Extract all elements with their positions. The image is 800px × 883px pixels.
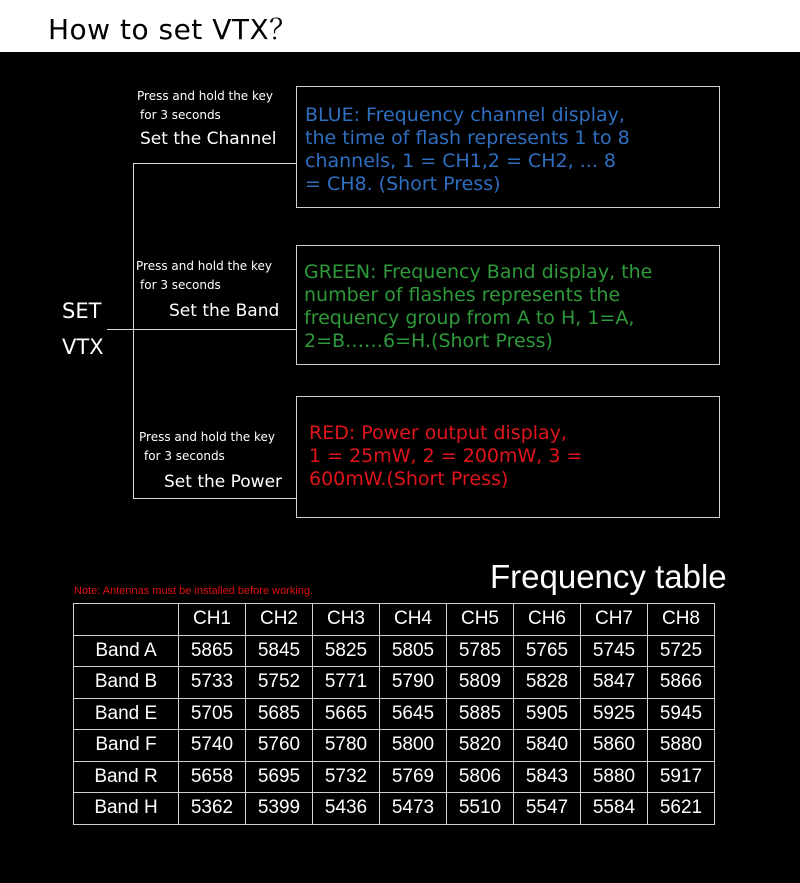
frequency-cell: 5905 — [514, 698, 581, 730]
frequency-cell: 5584 — [581, 793, 648, 825]
power-info-line: RED: Power output display, — [309, 422, 567, 444]
band-name-cell: Band F — [74, 730, 179, 762]
band-name-cell: Band E — [74, 698, 179, 730]
page-title: How to set VTX？ — [48, 13, 298, 46]
frequency-cell: 5800 — [380, 730, 447, 762]
frequency-cell: 5847 — [581, 667, 648, 699]
header-bar — [0, 0, 800, 52]
channel-info-line: the time of flash represents 1 to 8 — [305, 127, 630, 149]
frequency-cell: 5725 — [648, 635, 715, 667]
band-info-line: number of flashes represents the — [304, 284, 621, 306]
set-vtx-label — [62, 293, 104, 365]
table-row — [74, 698, 715, 730]
frequency-cell: 5436 — [313, 793, 380, 825]
frequency-cell: 5790 — [380, 667, 447, 699]
channel-hint — [137, 87, 273, 125]
frequency-cell: 5473 — [380, 793, 447, 825]
set-band-label: Set the Band — [169, 301, 280, 321]
frequency-cell: 5695 — [246, 761, 313, 793]
column-header: CH3 — [313, 604, 380, 636]
table-corner-cell — [74, 604, 179, 636]
frequency-cell: 5769 — [380, 761, 447, 793]
frequency-table — [73, 603, 715, 825]
frequency-cell: 5733 — [179, 667, 246, 699]
frequency-cell: 5740 — [179, 730, 246, 762]
frequency-cell: 5547 — [514, 793, 581, 825]
frequency-cell: 5805 — [380, 635, 447, 667]
frequency-cell: 5880 — [581, 761, 648, 793]
band-info-line: 2=B……6=H.(Short Press) — [304, 330, 553, 352]
frequency-cell: 5945 — [648, 698, 715, 730]
frequency-cell: 5845 — [246, 635, 313, 667]
set-vtx-line1: SET — [62, 299, 102, 323]
set-vtx-line2: VTX — [62, 335, 104, 359]
frequency-cell: 5771 — [313, 667, 380, 699]
power-info-line: 600mW.(Short Press) — [309, 468, 509, 490]
frequency-cell: 5399 — [246, 793, 313, 825]
frequency-cell: 5917 — [648, 761, 715, 793]
connector-power — [133, 498, 297, 499]
frequency-cell: 5685 — [246, 698, 313, 730]
band-info-line: GREEN: Frequency Band display, the — [304, 261, 653, 283]
power-hint-line1: Press and hold the key — [139, 430, 276, 444]
set-power-label: Set the Power — [164, 472, 283, 492]
connector-root — [107, 329, 134, 330]
channel-hint-line1: Press and hold the key — [137, 89, 274, 103]
frequency-table-title: Frequency table — [490, 558, 727, 595]
channel-info-text — [305, 104, 630, 196]
channel-hint-line2: for 3 seconds — [140, 108, 221, 122]
frequency-cell: 5806 — [447, 761, 514, 793]
frequency-cell: 5840 — [514, 730, 581, 762]
power-info-line: 1 = 25mW, 2 = 200mW, 3 = — [309, 445, 583, 467]
power-hint-line2: for 3 seconds — [144, 449, 225, 463]
frequency-cell: 5745 — [581, 635, 648, 667]
frequency-cell: 5510 — [447, 793, 514, 825]
frequency-cell: 5925 — [581, 698, 648, 730]
column-header: CH1 — [179, 604, 246, 636]
band-name-cell: Band R — [74, 761, 179, 793]
frequency-cell: 5809 — [447, 667, 514, 699]
column-header: CH8 — [648, 604, 715, 636]
frequency-cell: 5705 — [179, 698, 246, 730]
column-header: CH6 — [514, 604, 581, 636]
frequency-cell: 5665 — [313, 698, 380, 730]
table-row — [74, 730, 715, 762]
column-header: CH2 — [246, 604, 313, 636]
frequency-cell: 5621 — [648, 793, 715, 825]
column-header: CH5 — [447, 604, 514, 636]
connector-band — [133, 329, 297, 330]
frequency-cell: 5645 — [380, 698, 447, 730]
channel-info-line: channels, 1 = CH1,2 = CH2, ... 8 — [305, 150, 616, 172]
table-row — [74, 793, 715, 825]
table-row — [74, 667, 715, 699]
band-hint-line2: for 3 seconds — [140, 278, 221, 292]
frequency-cell: 5843 — [514, 761, 581, 793]
frequency-cell: 5860 — [581, 730, 648, 762]
connector-channel — [133, 163, 297, 164]
frequency-cell: 5760 — [246, 730, 313, 762]
antenna-note: Note: Antennas must be installed before working. — [74, 585, 314, 597]
frequency-cell: 5658 — [179, 761, 246, 793]
frequency-cell: 5828 — [514, 667, 581, 699]
frequency-cell: 5752 — [246, 667, 313, 699]
frequency-cell: 5732 — [313, 761, 380, 793]
column-header: CH7 — [581, 604, 648, 636]
table-row — [74, 761, 715, 793]
band-hint — [136, 257, 272, 295]
frequency-cell: 5362 — [179, 793, 246, 825]
frequency-cell: 5880 — [648, 730, 715, 762]
set-channel-label: Set the Channel — [140, 129, 277, 149]
connector-trunk — [133, 163, 134, 499]
column-header: CH4 — [380, 604, 447, 636]
table-row — [74, 635, 715, 667]
band-name-cell: Band B — [74, 667, 179, 699]
table-header-row — [74, 604, 715, 636]
frequency-cell: 5885 — [447, 698, 514, 730]
band-info-text — [304, 261, 652, 353]
frequency-cell: 5825 — [313, 635, 380, 667]
power-info-text — [309, 422, 582, 491]
band-name-cell: Band A — [74, 635, 179, 667]
frequency-cell: 5780 — [313, 730, 380, 762]
frequency-cell: 5785 — [447, 635, 514, 667]
band-info-line: frequency group from A to H, 1=A, — [304, 307, 635, 329]
frequency-cell: 5765 — [514, 635, 581, 667]
channel-info-line: = CH8. (Short Press) — [305, 173, 501, 195]
frequency-cell: 5820 — [447, 730, 514, 762]
power-hint — [139, 428, 275, 466]
channel-info-line: BLUE: Frequency channel display, — [305, 104, 625, 126]
band-hint-line1: Press and hold the key — [136, 259, 273, 273]
frequency-cell: 5866 — [648, 667, 715, 699]
frequency-cell: 5865 — [179, 635, 246, 667]
band-name-cell: Band H — [74, 793, 179, 825]
